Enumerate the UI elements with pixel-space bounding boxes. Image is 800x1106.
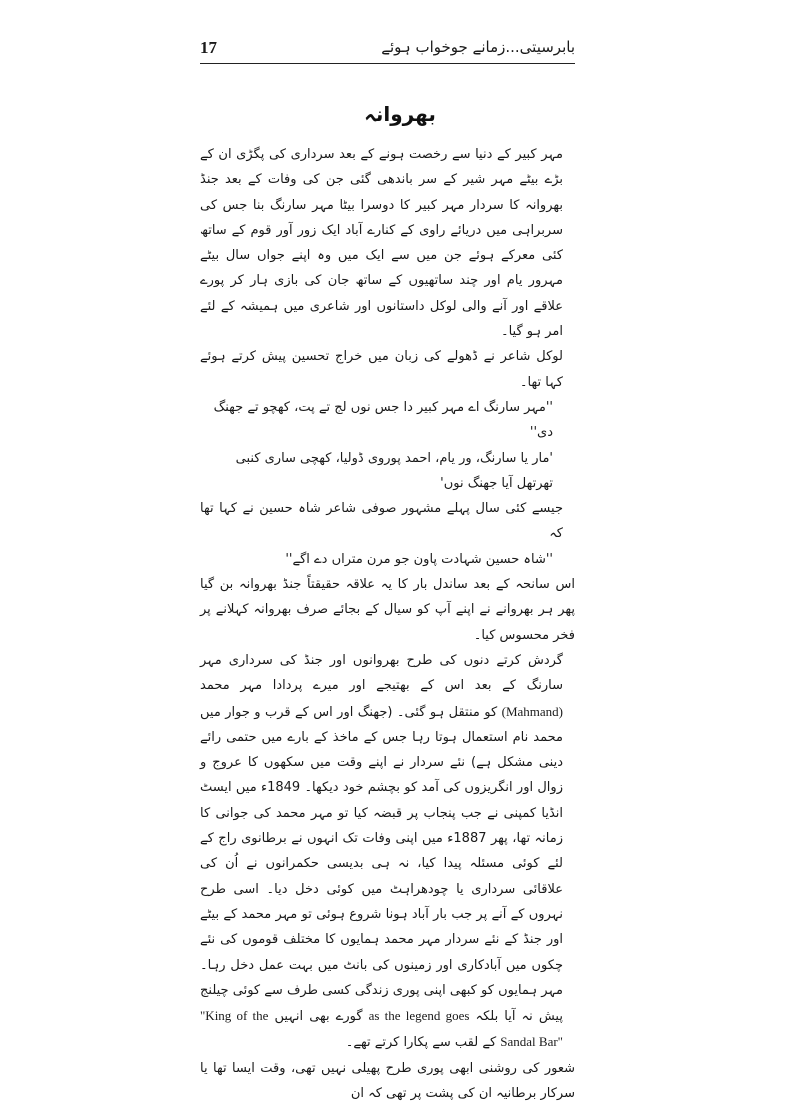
body-text	[200, 142, 575, 1106]
paragraph: لوکل شاعر نے ڈھولے کی زبان میں خراج تحسین پیش کرتے ہوئے کہا تھا۔	[200, 349, 563, 390]
page-number: 17	[200, 38, 217, 57]
latin-term: (Mahmand)	[501, 703, 563, 719]
paragraph-text: کو منتقل ہو گئی۔ (جھنگ اور اس کے قرب و جوار میں محمد نام استعمال ہوتا رہا جس کے ماخذ کے بارے میں حتمی رائے دینی مشکل ہے) نئے سردار نے اپنے وقت میں سکھوں کا عروج و زوال اور انگریزوں کی آمد کو بچشم خود دیکھا۔ 1849ء میں ایسٹ انڈیا کمپنی نے جب پنجاب پر قبضہ کیا تو مہر محمد کی جوانی کا زمانہ تھا، پھر 1887ء میں اپنی وفات تک انہوں نے برطانوی راج کے لئے کوئی مسئلہ پیدا کیا، نہ ہی بدیسی حکمرانوں نے اُن کی علاقائی سرداری یا چودھراہٹ میں کوئی دخل دیا۔ اسی طرح نہروں کے آنے پر جب بار آباد ہونا شروع ہوئی تو مہر محمد کے بیٹے اور جنڈ کے نئے سردار مہر محمد ہمایوں کا مختلف قوموں کی نئے چکوں میں آبادکاری اور زمینوں کی بانٹ میں بہت عمل دخل رہا۔ مہر ہمایوں کو کبھی اپنی پوری زندگی کسی طرف سے کوئی چیلنج پیش نہ آیا بلکہ	[200, 704, 563, 1025]
paragraph-text: گورے بھی انہیں	[274, 1009, 363, 1025]
running-title: بابرسیتی...زمانے جوخواب ہوئے	[381, 38, 575, 56]
paragraph-text: کے لقب سے پکارا کرتے تھے۔	[345, 1035, 497, 1051]
verse-quote: ''شاہ حسین شہادت پاون جو مرن متراں دے اگے''	[285, 551, 553, 567]
verse-quote: ''مہر سارنگ اے مہر کبیر دا جس نوں لج تے پت، کھچو تے جھنگ دی''	[213, 399, 553, 441]
paragraph	[200, 648, 575, 1056]
latin-phrase: as the legend goes	[368, 1008, 470, 1024]
paragraph-text: گردش کرتے دنوں کی طرح بھروانوں اور جنڈ کی سرداری مہر سارنگ کے بعد اس کے بھتیجے اور میرے پردادا مہر محمد	[200, 652, 563, 694]
page-header	[200, 38, 575, 66]
paragraph: مہر کبیر کے دنیا سے رخصت ہونے کے بعد سرداری کی پگڑی ان کے بڑے بیٹے مہر شیر کے سر باندھی گئی جن کی وفات کے بعد جنڈ بھروانہ کا سردار مہر کبیر کا دوسرا بیٹا مہر سارنگ بنا جس کی سربراہی میں دریائے راوی کے کنارے آباد ایک زور آور قوم کے ساتھ کئی معرکے ہوئے جن میں سے ایک میں وہ اپنے جواں سال بیٹے مہرور یام اور چند ساتھیوں کے ساتھ جان کی بازی ہار کر پورے علاقے اور آنے والی لوکل داستانوں اور شاعری میں ہمیشہ کے لئے امر ہو گیا۔	[200, 147, 563, 340]
section-title: بھروانہ	[364, 102, 436, 126]
paragraph: جیسے کئی سال پہلے مشہور صوفی شاعر شاہ حسین نے کہا تھا کہ	[200, 501, 563, 542]
latin-title: "King of the Sandal Bar"	[200, 1008, 563, 1050]
paragraph: اس سانحہ کے بعد ساندل بار کا یہ علاقہ حقیقتاً جنڈ بھروانہ بن گیا پھر ہر بھروانے نے اپنے آپ کو سیال کے بجائے صرف بھروانہ کہلانے پر فخر محسوس کیا۔	[200, 577, 575, 643]
paragraph: شعور کی روشنی ابھی پوری طرح پھیلی نہیں تھی، وقت ایسا تھا یا سرکار برطانیہ ان کی پشت پر تھی کہ ان	[200, 1060, 575, 1101]
verse-quote: 'مار یا سارنگ، ور یام، احمد پوروی ڈولیا، کھچی ساری کنبی تھرتھل آیا جھنگ نوں'	[235, 450, 553, 491]
header-rule	[200, 63, 575, 64]
